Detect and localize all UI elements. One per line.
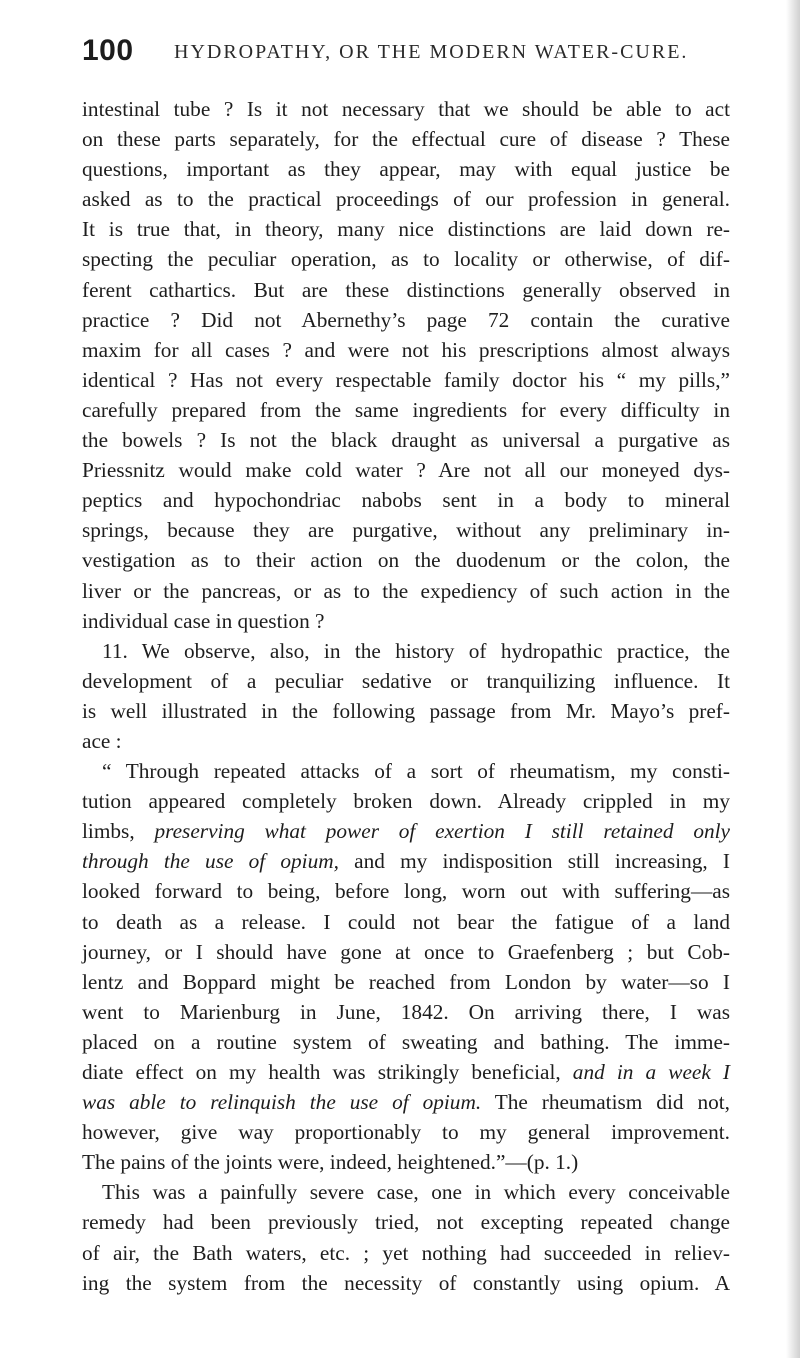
text-line xyxy=(82,124,730,154)
text-line xyxy=(82,756,730,786)
text-line xyxy=(82,244,730,274)
text-segment: placed on a routine system of sweating and bathing. The imme- xyxy=(82,1029,730,1054)
text-segment: limbs, xyxy=(82,819,155,844)
text-line xyxy=(82,997,730,1027)
text-segment: asked as to the practical proceedings of our profession in general. xyxy=(82,187,730,212)
text-line xyxy=(82,395,730,425)
page-header xyxy=(82,34,732,74)
text-line xyxy=(82,696,730,726)
text-segment: practice ? Did not Abernethy’s page 72 contain the curative xyxy=(82,307,730,332)
text-segment: of air, the Bath waters, etc. ; yet nothing had succeeded in reliev- xyxy=(82,1240,730,1265)
text-segment: liver or the pancreas, or as to the expediency of such action in the xyxy=(82,578,730,603)
text-line xyxy=(82,576,730,606)
running-head: HYDROPATHY, OR THE MODERN WATER-CURE. xyxy=(174,41,689,63)
page-number: 100 xyxy=(82,34,134,67)
text-line xyxy=(82,1207,730,1237)
text-line xyxy=(82,545,730,575)
text-line xyxy=(82,1268,730,1298)
text-line xyxy=(82,1057,730,1087)
text-segment: questions, important as they appear, may with equal justice be xyxy=(82,157,730,182)
text-segment: peptics and hypochondriac nabobs sent in a body to mineral xyxy=(82,488,730,513)
text-line xyxy=(82,1087,730,1117)
text-segment: however, give way proportionably to my general improvement. xyxy=(82,1120,730,1145)
text-segment: Priessnitz would make cold water ? Are not all our moneyed dys- xyxy=(82,458,730,483)
text-segment: went to Marienburg in June, 1842. On arriving there, I was xyxy=(82,999,730,1024)
text-segment: The pains of the joints were, indeed, heightened.”—(p. 1.) xyxy=(82,1150,579,1175)
italic-text: and in a week I xyxy=(572,1060,730,1084)
text-segment: carefully prepared from the same ingredients for every difficulty in xyxy=(82,397,730,422)
text-line xyxy=(82,907,730,937)
text-line xyxy=(82,305,730,335)
text-line xyxy=(82,786,730,816)
text-segment: 11. We observe, also, in the history of hydropathic practice, the xyxy=(102,638,730,663)
text-segment: the bowels ? Is not the black draught as universal a purgative as xyxy=(82,428,730,453)
italic-text: through the use of opium, xyxy=(82,849,339,874)
body-text xyxy=(82,94,730,1298)
text-line xyxy=(82,816,730,846)
text-line xyxy=(82,967,730,997)
text-line xyxy=(82,666,730,696)
text-line xyxy=(82,214,730,244)
page-edge-shadow xyxy=(786,0,800,1358)
text-line xyxy=(82,1117,730,1147)
text-segment: individual case in question ? xyxy=(82,608,325,633)
text-segment: to death as a release. I could not bear the fatigue of a land xyxy=(82,909,730,934)
text-segment: and my indisposition still increasing, I xyxy=(338,849,730,874)
text-line xyxy=(82,335,730,365)
text-segment: looked forward to being, before long, worn out with suffering—as xyxy=(82,879,730,904)
text-segment: remedy had been previously tried, not excepting repeated change xyxy=(82,1210,730,1235)
text-line xyxy=(82,515,730,545)
text-line xyxy=(82,184,730,214)
text-line xyxy=(82,606,730,636)
text-line xyxy=(82,726,730,756)
text-segment: tution appeared completely broken down. Already crippled in my xyxy=(82,789,730,814)
text-segment: lentz and Boppard might be reached from London by water—so I xyxy=(82,969,730,994)
text-segment: springs, because they are purgative, without any preliminary in- xyxy=(82,518,730,543)
text-line xyxy=(82,1238,730,1268)
text-segment: ferent cathartics. But are these distinctions generally observed in xyxy=(82,277,730,302)
text-line xyxy=(82,846,730,876)
text-line xyxy=(82,1177,730,1207)
text-segment: diate effect on my health was strikingly beneficial, xyxy=(82,1060,573,1084)
text-line xyxy=(82,154,730,184)
text-segment: The rheumatism did not, xyxy=(481,1090,731,1115)
text-line xyxy=(82,1147,730,1177)
text-segment: “ Through repeated attacks of a sort of rheumatism, my consti- xyxy=(102,759,730,784)
text-segment: This was a painfully severe case, one in which every conceivable xyxy=(102,1180,730,1205)
text-line xyxy=(82,365,730,395)
text-segment: journey, or I should have gone at once to Graefenberg ; but Cob- xyxy=(82,939,730,964)
text-line xyxy=(82,275,730,305)
italic-text: preserving what power of exertion I still retained only xyxy=(154,819,730,844)
text-line xyxy=(82,425,730,455)
text-segment: is well illustrated in the following passage from Mr. Mayo’s pref- xyxy=(82,698,730,723)
text-line xyxy=(82,455,730,485)
text-line xyxy=(82,876,730,906)
text-segment: ace : xyxy=(82,728,122,753)
italic-text: was able to relinquish the use of opium. xyxy=(82,1090,482,1115)
text-segment: intestinal tube ? Is it not necessary that we should be able to act xyxy=(82,97,730,121)
text-segment: ing the system from the necessity of constantly using opium. A xyxy=(82,1270,730,1295)
text-line xyxy=(82,94,730,124)
text-line xyxy=(82,485,730,515)
text-line xyxy=(82,636,730,666)
text-segment: development of a peculiar sedative or tranquilizing influence. It xyxy=(82,668,730,693)
text-segment: vestigation as to their action on the duodenum or the colon, the xyxy=(82,548,730,573)
text-segment: It is true that, in theory, many nice distinctions are laid down re- xyxy=(82,217,730,242)
text-segment: maxim for all cases ? and were not his prescriptions almost always xyxy=(82,337,730,362)
text-line xyxy=(82,1027,730,1057)
text-segment: identical ? Has not every respectable family doctor his “ my pills,” xyxy=(82,367,730,392)
text-segment: on these parts separately, for the effectual cure of disease ? These xyxy=(82,127,730,152)
text-segment: specting the peculiar operation, as to locality or otherwise, of dif- xyxy=(82,247,730,272)
text-line xyxy=(82,937,730,967)
